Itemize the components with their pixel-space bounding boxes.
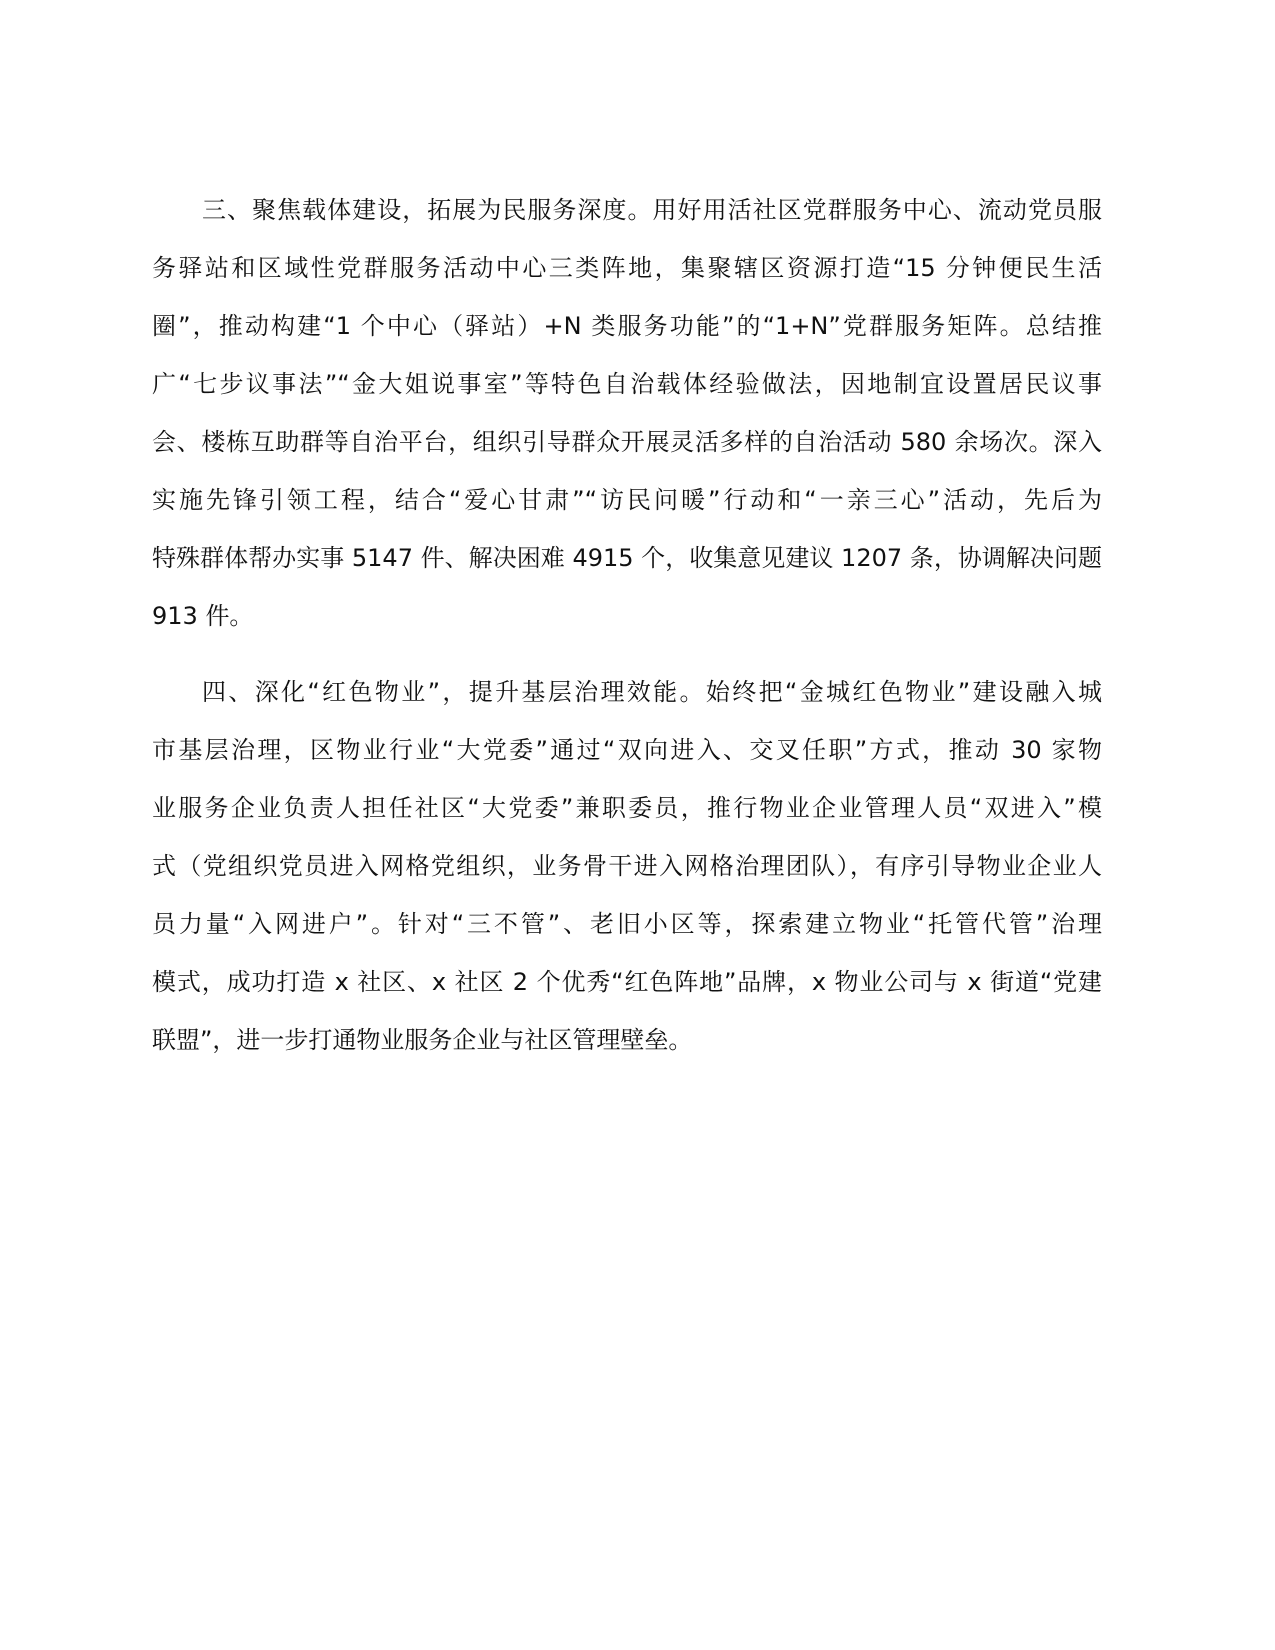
paragraph-line: 市基层治理，区物业行业“大党委”通过“双向进入、交叉任职”方式，推动 30 家物 bbox=[152, 736, 1102, 764]
paragraph-line: 913 件。 bbox=[152, 602, 254, 630]
paragraph-line: 广“七步议事法”“金大姐说事室”等特色自治载体经验做法，因地制宜设置居民议事 bbox=[152, 370, 1102, 398]
document-body bbox=[152, 181, 1102, 1069]
paragraph-line: 特殊群体帮办实事 5147 件、解决困难 4915 个，收集意见建议 1207 条，协调解决问题 bbox=[152, 544, 1102, 572]
paragraph-line: 式（党组织党员进入网格党组织，业务骨干进入网格治理团队），有序引导物业企业人 bbox=[152, 852, 1102, 880]
paragraph-line: 圈”，推动构建“1 个中心（驿站）+N 类服务功能”的“1+N”党群服务矩阵。总结推 bbox=[152, 312, 1102, 340]
paragraph-line: 四、深化“红色物业”，提升基层治理效能。始终把“金城红色物业”建设融入城 bbox=[202, 678, 1102, 706]
paragraph-line: 会、楼栋互助群等自治平台，组织引导群众开展灵活多样的自治活动 580 余场次。深入 bbox=[152, 428, 1102, 456]
paragraph-line: 模式，成功打造 x 社区、x 社区 2 个优秀“红色阵地”品牌，x 物业公司与 x 街道“党建 bbox=[152, 968, 1102, 996]
paragraph-line: 三、聚焦载体建设，拓展为民服务深度。用好用活社区党群服务中心、流动党员服 bbox=[202, 196, 1102, 224]
paragraph-section-3 bbox=[152, 181, 1102, 645]
paragraph-line: 联盟”，进一步打通物业服务企业与社区管理壁垒。 bbox=[152, 1026, 693, 1054]
paragraph-spacer bbox=[152, 645, 1102, 663]
paragraph-line: 务驿站和区域性党群服务活动中心三类阵地，集聚辖区资源打造“15 分钟便民生活 bbox=[152, 254, 1102, 282]
paragraph-line: 业服务企业负责人担任社区“大党委”兼职委员，推行物业企业管理人员“双进入”模 bbox=[152, 794, 1102, 822]
paragraph-section-4 bbox=[152, 663, 1102, 1069]
paragraph-line: 员力量“入网进户”。针对“三不管”、老旧小区等，探索建立物业“托管代管”治理 bbox=[152, 910, 1102, 938]
paragraph-line: 实施先锋引领工程，结合“爱心甘肃”“访民问暖”行动和“一亲三心”活动，先后为 bbox=[152, 486, 1102, 514]
